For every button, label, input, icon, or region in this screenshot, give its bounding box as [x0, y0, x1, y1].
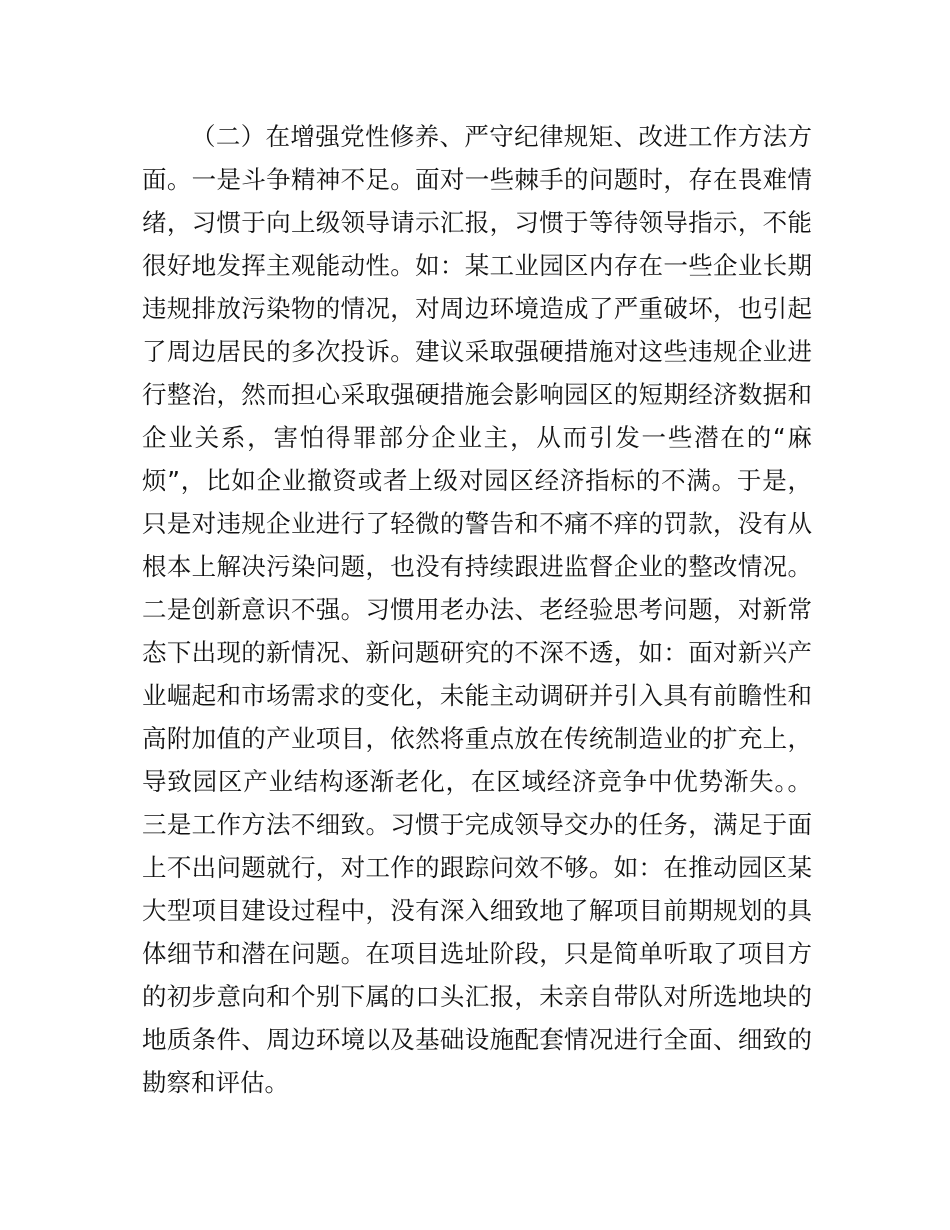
paragraph-line: 行整治，然而担心采取强硬措施会影响园区的短期经济数据和	[142, 380, 812, 409]
paragraph-line: 绪，习惯于向上级领导请示汇报，习惯于等待领导指示，不能	[142, 208, 812, 237]
paragraph-line: 了周边居民的多次投诉。建议采取强硬措施对这些违规企业进	[142, 337, 812, 366]
paragraph-line: 二是创新意识不强。习惯用老办法、老经验思考问题，对新常	[142, 595, 812, 624]
paragraph-line: 导致园区产业结构逐渐老化，在区域经济竞争中优势渐失。。	[142, 767, 812, 796]
paragraph-line: 面。一是斗争精神不足。面对一些棘手的问题时，存在畏难情	[142, 165, 812, 194]
paragraph-line: 很好地发挥主观能动性。如：某工业园区内存在一些企业长期	[142, 251, 812, 280]
paragraph-line: 业崛起和市场需求的变化，未能主动调研并引入具有前瞻性和	[142, 681, 812, 710]
paragraph-line: 态下出现的新情况、新问题研究的不深不透，如：面对新兴产	[142, 638, 812, 667]
paragraph-line: 地质条件、周边环境以及基础设施配套情况进行全面、细致的	[142, 1025, 812, 1054]
document-body	[142, 115, 812, 1104]
paragraph-line: 体细节和潜在问题。在项目选址阶段，只是简单听取了项目方	[142, 939, 812, 968]
paragraph-line: （二）在增强党性修养、严守纪律规矩、改进工作方法方	[191, 122, 812, 151]
paragraph-line: 企业关系，害怕得罪部分企业主，从而引发一些潜在的“麻	[142, 423, 812, 452]
paragraph-line: 根本上解决污染问题，也没有持续跟进监督企业的整改情况。	[142, 552, 812, 581]
paragraph-line: 烦”，比如企业撤资或者上级对园区经济指标的不满。于是，	[142, 466, 812, 495]
paragraph-line: 只是对违规企业进行了轻微的警告和不痛不痒的罚款，没有从	[142, 509, 812, 538]
paragraph-line: 勘察和评估。	[142, 1068, 289, 1097]
paragraph-line: 三是工作方法不细致。习惯于完成领导交办的任务，满足于面	[142, 810, 812, 839]
paragraph-line: 的初步意向和个别下属的口头汇报，未亲自带队对所选地块的	[142, 982, 812, 1011]
paragraph-line: 违规排放污染物的情况，对周边环境造成了严重破坏，也引起	[142, 294, 812, 323]
paragraph-line: 大型项目建设过程中，没有深入细致地了解项目前期规划的具	[142, 896, 812, 925]
paragraph-line: 高附加值的产业项目，依然将重点放在传统制造业的扩充上，	[142, 724, 812, 753]
paragraph-line: 上不出问题就行，对工作的跟踪问效不够。如：在推动园区某	[142, 853, 812, 882]
